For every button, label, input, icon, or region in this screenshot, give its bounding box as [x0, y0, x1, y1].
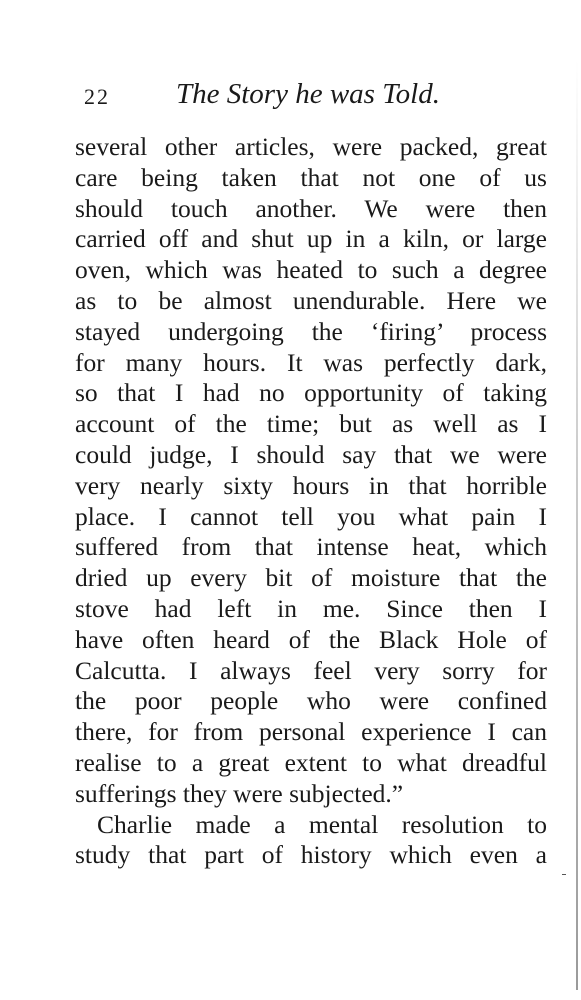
paragraph-start-line: Charlie made a mental resolution to [97, 809, 547, 839]
text-line: several other articles, were packed, great [75, 132, 547, 161]
text-line: oven, which was heated to such a degree [75, 255, 547, 285]
page-edge-shadow [576, 60, 578, 990]
text-line: dried up every bit of moisture that the [75, 563, 547, 593]
text-line: could judge, I should say that we were [75, 439, 547, 469]
page-header [84, 78, 474, 118]
text-line: care being taken that not one of us [75, 162, 547, 192]
text-line: place. I cannot tell you what pain I [75, 501, 547, 531]
text-line: for many hours. It was perfectly dark, [75, 347, 547, 377]
text-line: stayed undergoing the ‘firing’ process [75, 316, 547, 346]
print-speck [562, 874, 566, 875]
text-line: study that part of history which even a [75, 840, 547, 870]
text-line: should touch another. We were then [75, 193, 547, 223]
running-title: The Story he was Told. [176, 78, 440, 110]
text-line: as to be almost unendurable. Here we [75, 285, 547, 315]
text-line: the poor people who were confined [75, 686, 547, 716]
body-text [75, 132, 547, 871]
text-line: there, for from personal experience I can [75, 717, 547, 747]
paragraph-end-line: sufferings they were subjected.” [75, 778, 404, 808]
text-line: realise to a great extent to what dreadful [75, 747, 547, 777]
text-line: so that I had no opportunity of taking [75, 378, 547, 408]
text-line: carried off and shut up in a kiln, or large [75, 224, 547, 254]
text-line: stove had left in me. Since then I [75, 593, 547, 623]
text-line: very nearly sixty hours in that horrible [75, 470, 547, 500]
text-line: Calcutta. I always feel very sorry for [75, 655, 547, 685]
text-line: have often heard of the Black Hole of [75, 624, 547, 654]
text-line: suffered from that intense heat, which [75, 532, 547, 562]
text-line: account of the time; but as well as I [75, 409, 547, 439]
page-number: 22 [84, 84, 110, 109]
